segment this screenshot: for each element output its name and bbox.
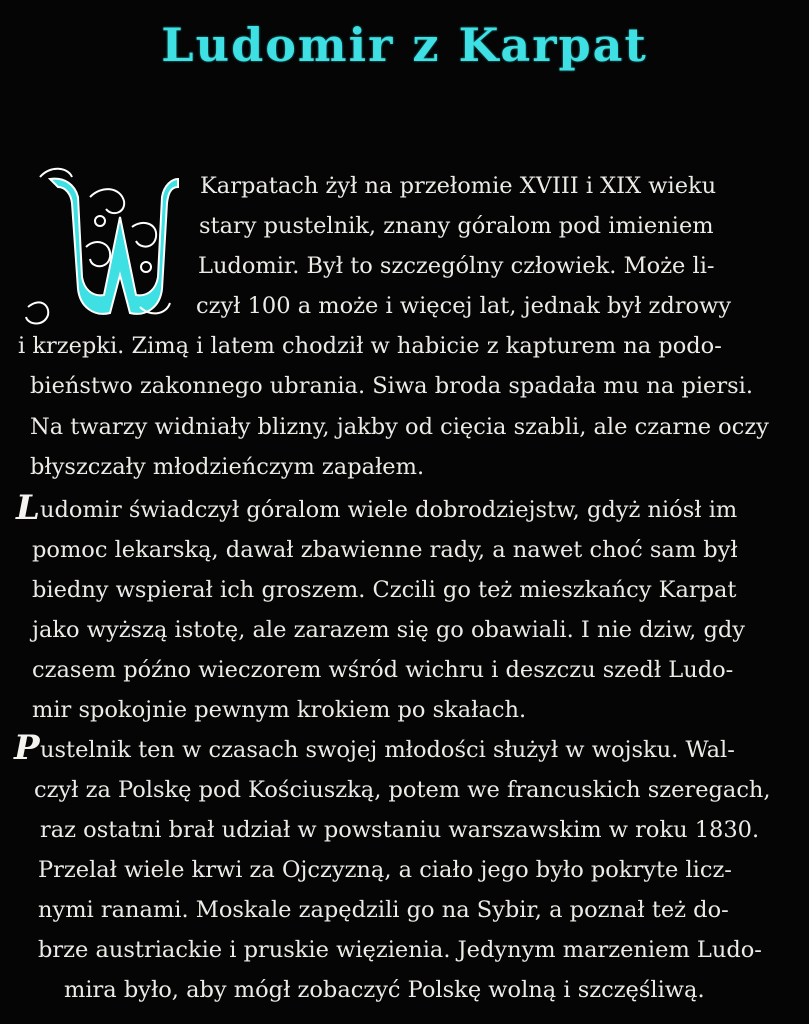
paragraph-3-line-3: raz ostatni brał udział w powstaniu warszawskim w roku 1830. — [40, 817, 760, 843]
paragraph-3-line-5: nymi ranami. Moskale zapędzili go na Sybir, a poznał też do- — [38, 897, 729, 923]
paragraph-2-line-4: jako wyższą istotę, ale zarazem się go obawiali. I nie dziw, gdy — [32, 617, 745, 643]
paragraph-3-line-1: ustelnik ten w czasach swojej młodości służył w wojsku. Wal- — [40, 737, 735, 763]
paragraph-1-line-2: stary pustelnik, znany góralom pod imieniem — [199, 213, 714, 239]
paragraph-2-line-6: mir spokojnie pewnym krokiem po skałach. — [32, 697, 527, 723]
paragraph-1-line-8: błyszczały młodzieńczym zapałem. — [30, 454, 425, 480]
paragraph-1-line-5: i krzepki. Zimą i latem chodził w habicie z kapturem na podo- — [18, 333, 722, 359]
paragraph-1-line-1: Karpatach żył na przełomie XVIII i XIX wieku — [200, 173, 717, 199]
page-title: Ludomir z Karpat — [161, 18, 648, 72]
paragraph-1-line-4: czył 100 a może i więcej lat, jednak był zdrowy — [196, 293, 732, 319]
paragraph-2-initial: L — [16, 488, 40, 528]
paragraph-2-line-1: udomir świadczył góralom wiele dobrodziejstw, gdyż niósł im — [40, 497, 738, 523]
paragraph-2-line-2: pomoc lekarską, dawał zbawienne rady, a nawet choć sam był — [32, 537, 738, 563]
paragraph-3-line-4: Przelał wiele krwi za Ojczyzną, a ciało jego było pokryte licz- — [38, 857, 732, 883]
paragraph-3-line-7: mira było, aby mógł zobaczyć Polskę wolną i szczęśliwą. — [64, 977, 705, 1003]
paragraph-1-line-7: Na twarzy widniały blizny, jakby od cięcia szabli, ale czarne oczy — [30, 414, 769, 440]
paragraph-3-line-2: czył za Polskę pod Kościuszką, potem we francuskich szeregach, — [34, 777, 771, 803]
paragraph-2-line-3: biedny wspierał ich groszem. Czcili go też mieszkańcy Karpat — [32, 577, 737, 603]
paragraph-2-line-5: czasem późno wieczorem wśród wichru i deszczu szedł Ludo- — [32, 657, 734, 683]
paragraph-3-line-6: brze austriackie i pruskie więzienia. Jedynym marzeniem Ludo- — [38, 937, 762, 963]
paragraph-3-initial: P — [14, 728, 40, 768]
paragraph-1-line-3: Ludomir. Był to szczególny człowiek. Może li- — [198, 253, 715, 279]
paragraph-1-line-6: bieństwo zakonnego ubrania. Siwa broda spadała mu na piersi. — [30, 373, 754, 399]
drop-cap-ornament — [20, 157, 180, 327]
